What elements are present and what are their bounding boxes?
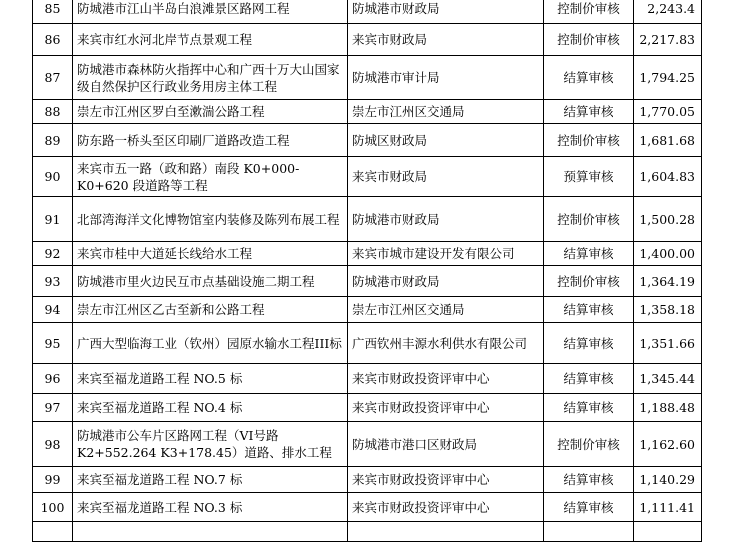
audit-amount: 2,243.4: [634, 0, 702, 24]
row-number: 94: [33, 297, 73, 323]
table-row: [33, 522, 702, 542]
audit-type: 控制价审核: [544, 124, 634, 157]
entrusting-unit: 防城港市财政局: [348, 197, 544, 242]
project-name: 来宾至福龙道路工程 NO.3 标: [73, 493, 348, 522]
entrusting-unit: 防城港市财政局: [348, 0, 544, 24]
table-row: [33, 467, 702, 493]
row-number: [33, 522, 73, 542]
table-row: [33, 297, 702, 323]
audit-type: 控制价审核: [544, 266, 634, 297]
entrusting-unit: 来宾市财政局: [348, 24, 544, 56]
entrusting-unit: 崇左市江州区交通局: [348, 297, 544, 323]
row-number: 99: [33, 467, 73, 493]
audit-type: 结算审核: [544, 323, 634, 364]
audit-type: 结算审核: [544, 297, 634, 323]
entrusting-unit: 来宾市城市建设开发有限公司: [348, 242, 544, 266]
entrusting-unit: 防城港市审计局: [348, 56, 544, 100]
project-table: [32, 0, 702, 542]
entrusting-unit: 防城港市财政局: [348, 266, 544, 297]
table-row: [33, 197, 702, 242]
audit-amount: 1,351.66: [634, 323, 702, 364]
project-name: 来宾至福龙道路工程 NO.4 标: [73, 394, 348, 422]
audit-amount: 1,604.83: [634, 157, 702, 197]
row-number: 98: [33, 422, 73, 467]
audit-type: 结算审核: [544, 56, 634, 100]
row-number: 97: [33, 394, 73, 422]
entrusting-unit: 来宾市财政投资评审中心: [348, 364, 544, 394]
project-name: 崇左市江州区乙古至新和公路工程: [73, 297, 348, 323]
table-row: [33, 0, 702, 24]
table-row: [33, 157, 702, 197]
project-name: 崇左市江州区罗白至漱湍公路工程: [73, 100, 348, 124]
row-number: 96: [33, 364, 73, 394]
entrusting-unit: 防城港市港口区财政局: [348, 422, 544, 467]
audit-amount: 1,188.48: [634, 394, 702, 422]
entrusting-unit: [348, 522, 544, 542]
audit-amount: 1,794.25: [634, 56, 702, 100]
project-name: 防城港市森林防火指挥中心和广西十万大山国家级自然保护区行政业务用房主体工程: [73, 56, 348, 100]
project-name: 防城港市江山半岛白浪滩景区路网工程: [73, 0, 348, 24]
row-number: 86: [33, 24, 73, 56]
audit-type: 结算审核: [544, 467, 634, 493]
project-table-body: [33, 0, 702, 542]
audit-amount: 1,681.68: [634, 124, 702, 157]
audit-amount: 1,400.00: [634, 242, 702, 266]
table-row: [33, 56, 702, 100]
table-row: [33, 100, 702, 124]
row-number: 92: [33, 242, 73, 266]
project-name: 防城港市里火边民互市点基础设施二期工程: [73, 266, 348, 297]
row-number: 93: [33, 266, 73, 297]
audit-amount: 1,358.18: [634, 297, 702, 323]
table-row: [33, 266, 702, 297]
table-row: [33, 394, 702, 422]
entrusting-unit: 防城区财政局: [348, 124, 544, 157]
project-name: 来宾至福龙道路工程 NO.5 标: [73, 364, 348, 394]
table-row: [33, 364, 702, 394]
table-row: [33, 124, 702, 157]
audit-type: 控制价审核: [544, 0, 634, 24]
audit-type: 结算审核: [544, 493, 634, 522]
entrusting-unit: 来宾市财政投资评审中心: [348, 493, 544, 522]
table-row: [33, 422, 702, 467]
audit-type: 结算审核: [544, 394, 634, 422]
audit-type: 预算审核: [544, 157, 634, 197]
audit-amount: 1,770.05: [634, 100, 702, 124]
project-name: 来宾至福龙道路工程 NO.7 标: [73, 467, 348, 493]
project-name: 防城港市公车片区路网工程（VI号路 K2+552.264 K3+178.45）道路、排水工程: [73, 422, 348, 467]
audit-amount: [634, 522, 702, 542]
audit-amount: 1,364.19: [634, 266, 702, 297]
audit-type: 控制价审核: [544, 422, 634, 467]
audit-type: [544, 522, 634, 542]
project-name: [73, 522, 348, 542]
row-number: 91: [33, 197, 73, 242]
project-name: 防东路一桥头至区印刷厂道路改造工程: [73, 124, 348, 157]
table-row: [33, 323, 702, 364]
audit-amount: 1,345.44: [634, 364, 702, 394]
row-number: 87: [33, 56, 73, 100]
audit-type: 结算审核: [544, 364, 634, 394]
row-number: 85: [33, 0, 73, 24]
table-row: [33, 242, 702, 266]
entrusting-unit: 来宾市财政局: [348, 157, 544, 197]
table-row: [33, 24, 702, 56]
audit-amount: 2,217.83: [634, 24, 702, 56]
table-row: [33, 493, 702, 522]
row-number: 90: [33, 157, 73, 197]
audit-amount: 1,162.60: [634, 422, 702, 467]
entrusting-unit: 崇左市江州区交通局: [348, 100, 544, 124]
project-name: 北部湾海洋文化博物馆室内装修及陈列布展工程: [73, 197, 348, 242]
audit-type: 结算审核: [544, 242, 634, 266]
row-number: 95: [33, 323, 73, 364]
project-name: 来宾市五一路（政和路）南段 K0+000-K0+620 段道路等工程: [73, 157, 348, 197]
entrusting-unit: 来宾市财政投资评审中心: [348, 394, 544, 422]
project-name: 广西大型临海工业（钦州）园原水输水工程III标: [73, 323, 348, 364]
row-number: 89: [33, 124, 73, 157]
row-number: 100: [33, 493, 73, 522]
audit-amount: 1,111.41: [634, 493, 702, 522]
audit-type: 控制价审核: [544, 24, 634, 56]
entrusting-unit: 广西钦州丰源水利供水有限公司: [348, 323, 544, 364]
audit-amount: 1,140.29: [634, 467, 702, 493]
audit-type: 结算审核: [544, 100, 634, 124]
project-name: 来宾市桂中大道延长线给水工程: [73, 242, 348, 266]
audit-amount: 1,500.28: [634, 197, 702, 242]
entrusting-unit: 来宾市财政投资评审中心: [348, 467, 544, 493]
row-number: 88: [33, 100, 73, 124]
project-name: 来宾市红水河北岸节点景观工程: [73, 24, 348, 56]
audit-type: 控制价审核: [544, 197, 634, 242]
